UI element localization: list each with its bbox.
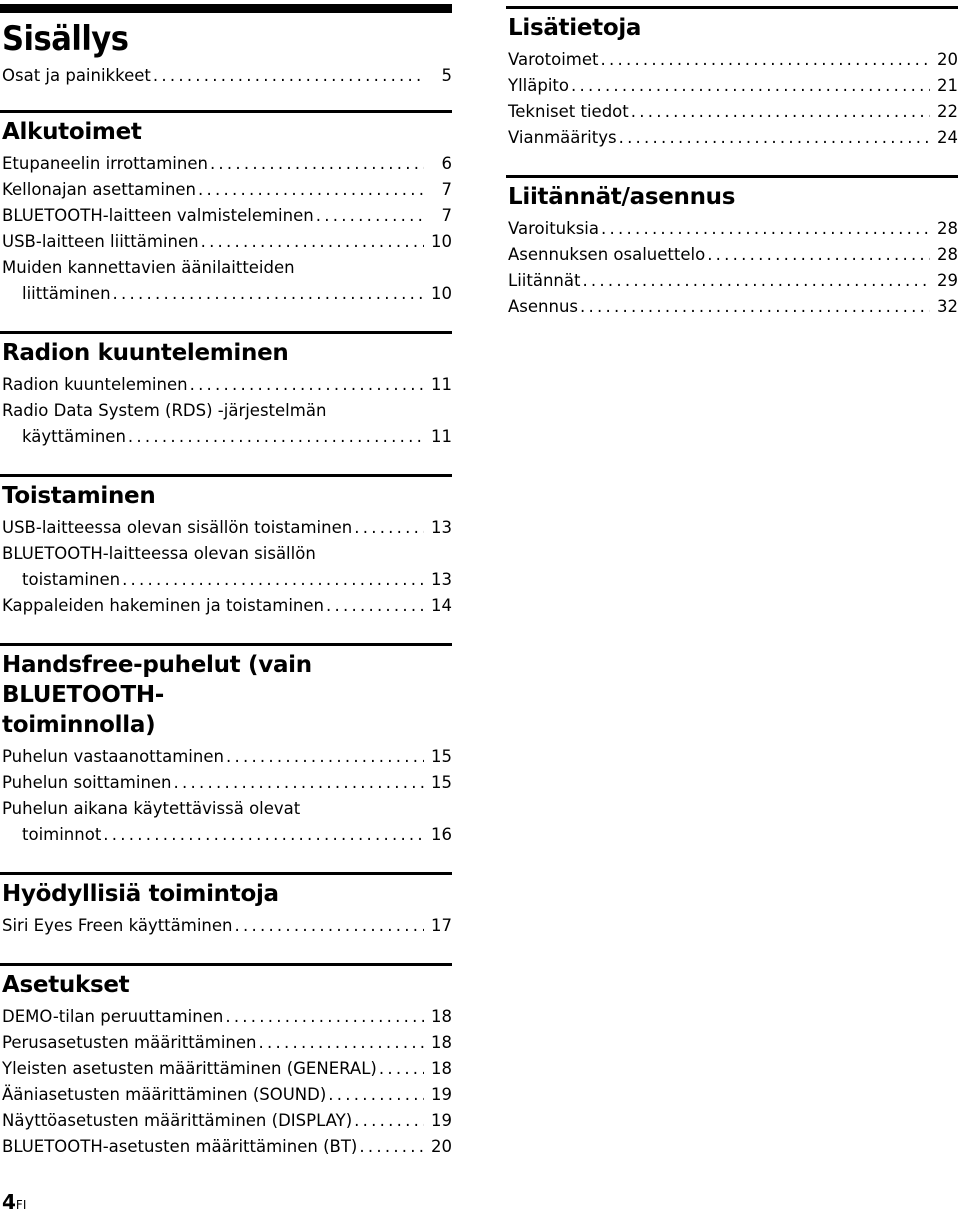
toc-entry-line1[interactable]	[0, 796, 452, 822]
toc-entry[interactable]	[506, 268, 958, 294]
section-rule	[0, 872, 452, 875]
leader-dots	[359, 1134, 424, 1160]
toc-entry-page: 10	[431, 284, 452, 303]
toc-entry-label: DEMO-tilan peruuttaminen	[2, 1007, 224, 1026]
leader-dots	[103, 822, 424, 848]
toc-entry-page: 20	[937, 50, 958, 69]
section-title-line2: toiminnolla)	[2, 712, 156, 738]
toc-entry-label: BLUETOOTH-asetusten määrittäminen (BT)	[2, 1137, 358, 1156]
toc-entry-page: 28	[937, 219, 958, 238]
leader-dots	[198, 177, 424, 203]
toc-entry-line1[interactable]	[0, 541, 452, 567]
section-title: Lisätietoja	[508, 15, 642, 41]
toc-entry-page: 15	[431, 773, 452, 792]
toc-entry[interactable]	[0, 1004, 452, 1030]
leader-dots	[316, 203, 424, 229]
toc-entry-label: Varotoimet	[508, 50, 599, 69]
section-title: Alkutoimet	[2, 119, 142, 145]
toc-entry[interactable]	[0, 1082, 452, 1108]
toc-entry-line2[interactable]	[0, 822, 452, 848]
page-number	[2, 1190, 26, 1214]
toc-entry-label: USB-laitteen liittäminen	[2, 232, 199, 251]
toc-entry-label-cont: käyttäminen	[22, 427, 126, 446]
toc-entry-label: Näyttöasetusten määrittäminen (DISPLAY)	[2, 1111, 353, 1130]
page-language-suffix: FI	[15, 1198, 27, 1212]
leader-dots	[226, 744, 424, 770]
toc-entry-label: Asennuksen osaluettelo	[508, 245, 706, 264]
toc-entry-label: Puhelun soittaminen	[2, 773, 172, 792]
toc-entry-line2[interactable]	[0, 281, 452, 307]
toc-entry-line1[interactable]	[0, 255, 452, 281]
toc-entry-page: 24	[937, 128, 958, 147]
leader-dots	[174, 770, 424, 796]
toc-entry-page: 29	[937, 271, 958, 290]
toc-entry-label: Varoituksia	[508, 219, 599, 238]
toc-entry[interactable]	[0, 177, 452, 203]
toc-entry-label: Kellonajan asettaminen	[2, 180, 197, 199]
toc-entry-label-cont: toiminnot	[22, 825, 102, 844]
toc-entry-label: Etupaneelin irrottaminen	[2, 154, 208, 173]
toc-entry-label-cont: liittäminen	[22, 284, 111, 303]
toc-entry-page: 10	[431, 232, 452, 251]
title-rule	[0, 4, 452, 13]
section-rule	[0, 331, 452, 334]
toc-entry[interactable]	[0, 151, 452, 177]
toc-entry-label: Kappaleiden hakeminen ja toistaminen	[2, 596, 324, 615]
toc-section-alkutoimet	[0, 110, 452, 307]
toc-entry-label: Perusasetusten määrittäminen	[2, 1033, 257, 1052]
leader-dots	[582, 268, 930, 294]
toc-entry-label: Radio Data System (RDS) -järjestelmän	[2, 401, 327, 420]
toc-entry-page: 28	[937, 245, 958, 264]
toc-entry[interactable]	[0, 770, 452, 796]
section-title: Hyödyllisiä toimintoja	[2, 881, 279, 907]
toc-entry-label: Tekniset tiedot	[508, 102, 629, 121]
toc-entry-page: 17	[431, 916, 452, 935]
leader-dots	[328, 1082, 424, 1108]
toc-entry[interactable]	[0, 744, 452, 770]
page-number-value: 4	[2, 1190, 16, 1214]
section-title: Asetukset	[2, 972, 130, 998]
toc-entry[interactable]	[0, 372, 452, 398]
toc-entry-page: 15	[431, 747, 452, 766]
leader-dots	[153, 63, 424, 89]
toc-entry-label: Radion kuunteleminen	[2, 375, 188, 394]
toc-entry[interactable]	[0, 1056, 452, 1082]
toc-entry-label: Osat ja painikkeet	[2, 66, 151, 85]
toc-section-liitannat	[506, 175, 958, 320]
toc-entry[interactable]	[506, 99, 958, 125]
leader-dots	[379, 1056, 424, 1082]
toc-entry-page: 18	[431, 1059, 452, 1078]
toc-entry-label: USB-laitteessa olevan sisällön toistaminen	[2, 518, 353, 537]
leader-dots	[122, 567, 424, 593]
toc-section-handsfree	[0, 643, 452, 848]
toc-entry-page: 21	[937, 76, 958, 95]
leader-dots	[225, 1004, 424, 1030]
toc-entry-page: 22	[937, 102, 958, 121]
toc-entry-label: BLUETOOTH-laitteessa olevan sisällön	[2, 544, 316, 563]
toc-entry-page: 7	[441, 206, 452, 225]
leader-dots	[326, 593, 424, 619]
toc-entry-label: Ylläpito	[508, 76, 569, 95]
section-rule	[0, 963, 452, 966]
toc-entry[interactable]	[0, 593, 452, 619]
toc-entry-label: Puhelun aikana käytettävissä olevat	[2, 799, 301, 818]
leader-dots	[580, 294, 930, 320]
toc-entry-page: 13	[431, 570, 452, 589]
leader-dots	[354, 515, 424, 541]
toc-entry[interactable]	[506, 125, 958, 151]
leader-dots	[619, 125, 930, 151]
leader-dots	[259, 1030, 425, 1056]
toc-entry-label: Vianmääritys	[508, 128, 617, 147]
toc-entry[interactable]	[0, 1108, 452, 1134]
toc-entry[interactable]	[0, 515, 452, 541]
toc-entry-page: 19	[431, 1111, 452, 1130]
leader-dots	[128, 424, 424, 450]
section-rule	[506, 6, 958, 9]
section-rule	[0, 474, 452, 477]
toc-section-toistaminen	[0, 474, 452, 619]
toc-entry[interactable]	[506, 73, 958, 99]
toc-section-intro	[0, 63, 452, 89]
toc-entry-label: Asennus	[508, 297, 579, 316]
toc-section-lisatietoja	[506, 6, 958, 151]
toc-entry-page: 14	[431, 596, 452, 615]
toc-entry-page: 18	[431, 1033, 452, 1052]
leader-dots	[201, 229, 424, 255]
toc-entry-label-cont: toistaminen	[22, 570, 121, 589]
toc-entry[interactable]	[0, 1030, 452, 1056]
toc-entry-page: 6	[441, 154, 452, 173]
toc-entry-line2[interactable]	[0, 424, 452, 450]
toc-entry-page: 5	[441, 66, 452, 85]
toc-entry[interactable]	[506, 242, 958, 268]
leader-dots	[210, 151, 424, 177]
toc-entry-page: 32	[937, 297, 958, 316]
page-title: Sisällys	[2, 19, 129, 59]
toc-entry-page: 19	[431, 1085, 452, 1104]
toc-entry-label: Ääniasetusten määrittäminen (SOUND)	[2, 1085, 327, 1104]
toc-entry-line2[interactable]	[0, 567, 452, 593]
leader-dots	[234, 913, 424, 939]
leader-dots	[190, 372, 424, 398]
leader-dots	[571, 73, 930, 99]
leader-dots	[354, 1108, 424, 1134]
toc-entry[interactable]	[0, 1134, 452, 1160]
toc-entry[interactable]	[506, 294, 958, 320]
section-rule	[0, 643, 452, 646]
toc-entry-line1[interactable]	[0, 398, 452, 424]
toc-entry-label: BLUETOOTH-laitteen valmisteleminen	[2, 206, 314, 225]
section-title: Liitännät/asennus	[508, 184, 736, 210]
toc-entry-page: 7	[441, 180, 452, 199]
section-title: Radion kuunteleminen	[2, 340, 289, 366]
toc-section-radio	[0, 331, 452, 450]
toc-entry-label: Yleisten asetusten määrittäminen (GENERAL)	[2, 1059, 377, 1078]
leader-dots	[707, 242, 930, 268]
toc-entry[interactable]	[0, 63, 452, 89]
section-rule	[506, 175, 958, 178]
toc-entry[interactable]	[506, 47, 958, 73]
toc-left-column	[0, 0, 452, 1160]
section-rule	[0, 110, 452, 113]
toc-entry[interactable]	[0, 203, 452, 229]
toc-entry-page: 13	[431, 518, 452, 537]
section-title-line1: Handsfree-puhelut (vain BLUETOOTH-	[2, 652, 312, 708]
leader-dots	[631, 99, 930, 125]
toc-entry-label: Siri Eyes Freen käyttäminen	[2, 916, 233, 935]
leader-dots	[600, 47, 930, 73]
leader-dots	[601, 216, 930, 242]
toc-entry-page: 11	[431, 375, 452, 394]
section-title	[2, 650, 452, 740]
toc-entry[interactable]	[0, 913, 452, 939]
toc-entry-label: Liitännät	[508, 271, 581, 290]
toc-entry-label: Muiden kannettavien äänilaitteiden	[2, 258, 295, 277]
toc-entry[interactable]	[506, 216, 958, 242]
toc-entry[interactable]	[0, 229, 452, 255]
toc-entry-page: 11	[431, 427, 452, 446]
toc-section-hyodyllisia	[0, 872, 452, 939]
toc-entry-label: Puhelun vastaanottaminen	[2, 747, 224, 766]
toc-right-column	[506, 0, 958, 320]
toc-entry-page: 16	[431, 825, 452, 844]
section-title: Toistaminen	[2, 483, 156, 509]
toc-entry-page: 18	[431, 1007, 452, 1026]
toc-entry-page: 20	[431, 1137, 452, 1156]
leader-dots	[113, 281, 424, 307]
toc-section-asetukset	[0, 963, 452, 1160]
